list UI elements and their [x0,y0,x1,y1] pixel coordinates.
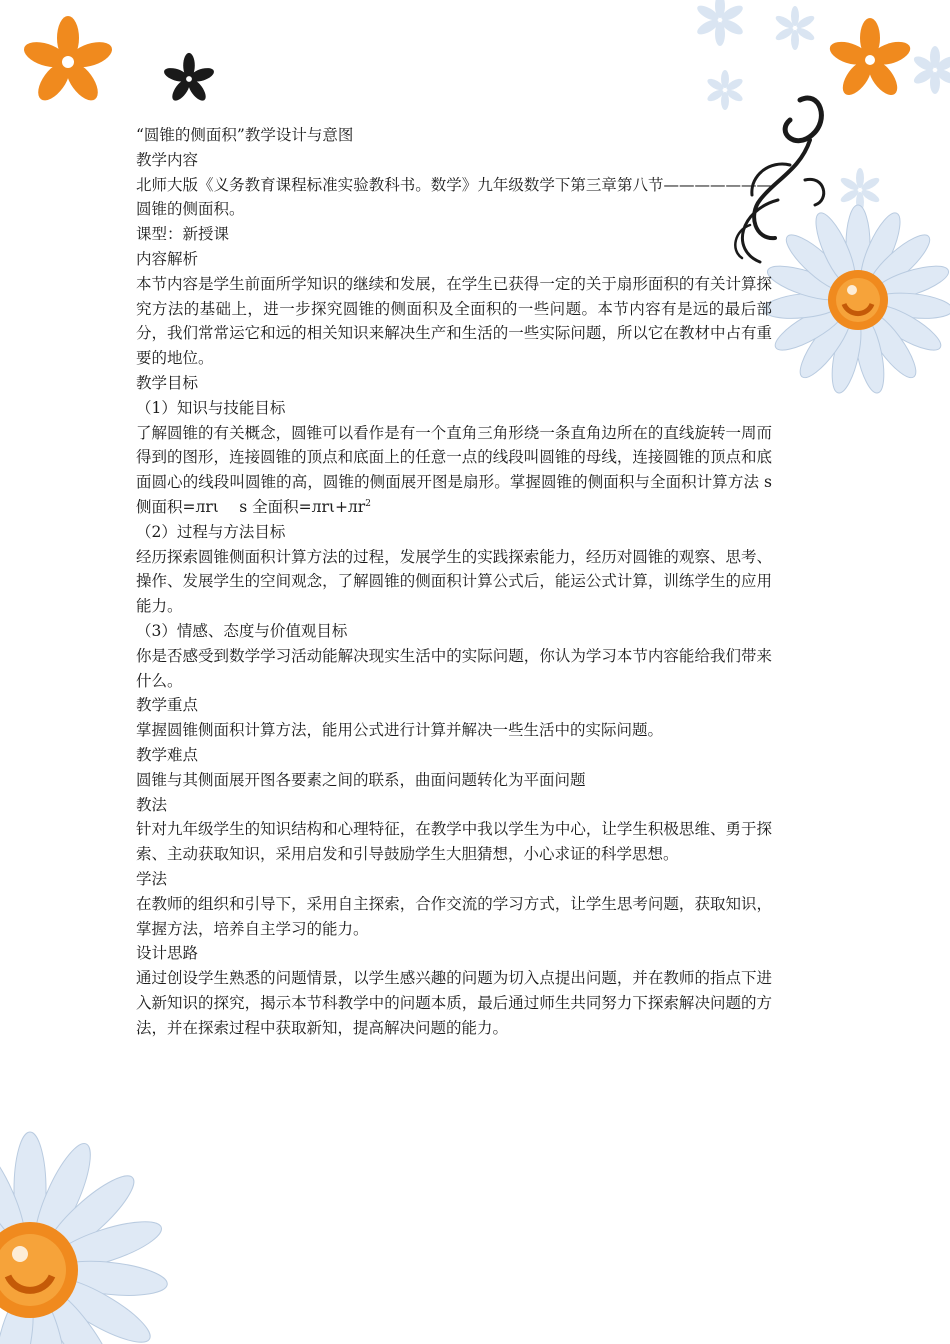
learning-heading: 学法 [136,869,168,888]
goal2-paragraph: 经历探索圆锥侧面积计算方法的过程，发展学生的实践探索能力，经历对圆锥的观察、思考、操作、发展学生的空间观念，了解圆锥的侧面积计算公式后，能运公式计算，训练学生的应用能力。 [136,547,772,616]
goals-heading: 教学目标 [136,373,199,392]
design-paragraph: 通过创设学生熟悉的问题情景，以学生感兴趣的问题为切入点提出问题，并在教师的指点下进入新知识的探究，揭示本节科教学中的问题本质，最后通过师生共同努力下探索解决问题的方法，并在探索过程中获取新知，提高解决问题的能力。 [136,969,772,1037]
focus-heading: 教学重点 [136,696,199,715]
content-paragraph: 北师大版《义务教育课程标准实验教科书。数学》九年级数学下第三章第八节———————圆锥的侧面积。 [136,175,772,219]
goal1-superscript: 2 [365,498,371,509]
lesson-type: 课型：新授课 [136,225,230,244]
document-body [136,123,772,1040]
focus-paragraph: 掌握圆锥侧面积计算方法，能用公式进行计算并解决一些生活中的实际问题。 [136,721,664,740]
difficulty-paragraph: 圆锥与其侧面展开图各要素之间的联系，曲面问题转化为平面问题 [136,770,586,789]
bottom-left-daisy-decoration [0,1110,240,1344]
design-heading: 设计思路 [136,944,199,963]
method-paragraph: 针对九年级学生的知识结构和心理特征，在教学中我以学生为中心，让学生积极思维、勇于探索、主动获取知识，采用启发和引导鼓励学生大胆猜想，小心求证的科学思想。 [136,820,772,864]
orange-flower-icon [18,12,118,112]
goal3-heading: （3）情感、态度与价值观目标 [136,621,348,640]
document-title: “圆锥的侧面积”教学设计与意图 [136,126,354,144]
method-heading: 教法 [136,795,168,814]
analysis-paragraph: 本节内容是学生前面所学知识的继续和发展，在学生已获得一定的关于扇形面积的有关计算探究方法的基础上，进一步探究圆锥的侧面积及全面积的一些问题。本节内容有是远的最后部分，我们常常运它和远的相关知识来解决生产和生活的一些实际问题，所以它在教材中占有重要的地位。 [136,274,772,368]
goal2-heading: （2）过程与方法目标 [136,522,286,541]
goal1-paragraph [136,421,772,520]
goal1-text: 了解圆锥的有关概念，圆锥可以看作是有一个直角三角形绕一条直角边所在的直线旋转一周而得到的图形，连接圆锥的顶点和底面上的任意一点的线段叫圆锥的母线，连接圆锥的顶点和底面圆心的线段叫圆锥的高，圆锥的侧面展开图是扇形。掌握圆锥的侧面积与全面积计算方法 s 侧面积=лrι s 全面积=лrι+лr [136,423,772,516]
content-heading: 教学内容 [136,150,199,169]
analysis-heading: 内容解析 [136,249,199,268]
learning-paragraph: 在教师的组织和引导下，采用自主探索，合作交流的学习方式，让学生思考问题，获取知识，掌握方法，培养自主学习的能力。 [136,894,772,938]
goal3-paragraph: 你是否感受到数学学习活动能解决现实生活中的实际问题，你认为学习本节内容能给我们带来什么。 [136,646,772,690]
black-flower-icon [160,50,218,108]
goal1-heading: （1）知识与技能目标 [136,398,286,417]
difficulty-heading: 教学难点 [136,745,199,764]
